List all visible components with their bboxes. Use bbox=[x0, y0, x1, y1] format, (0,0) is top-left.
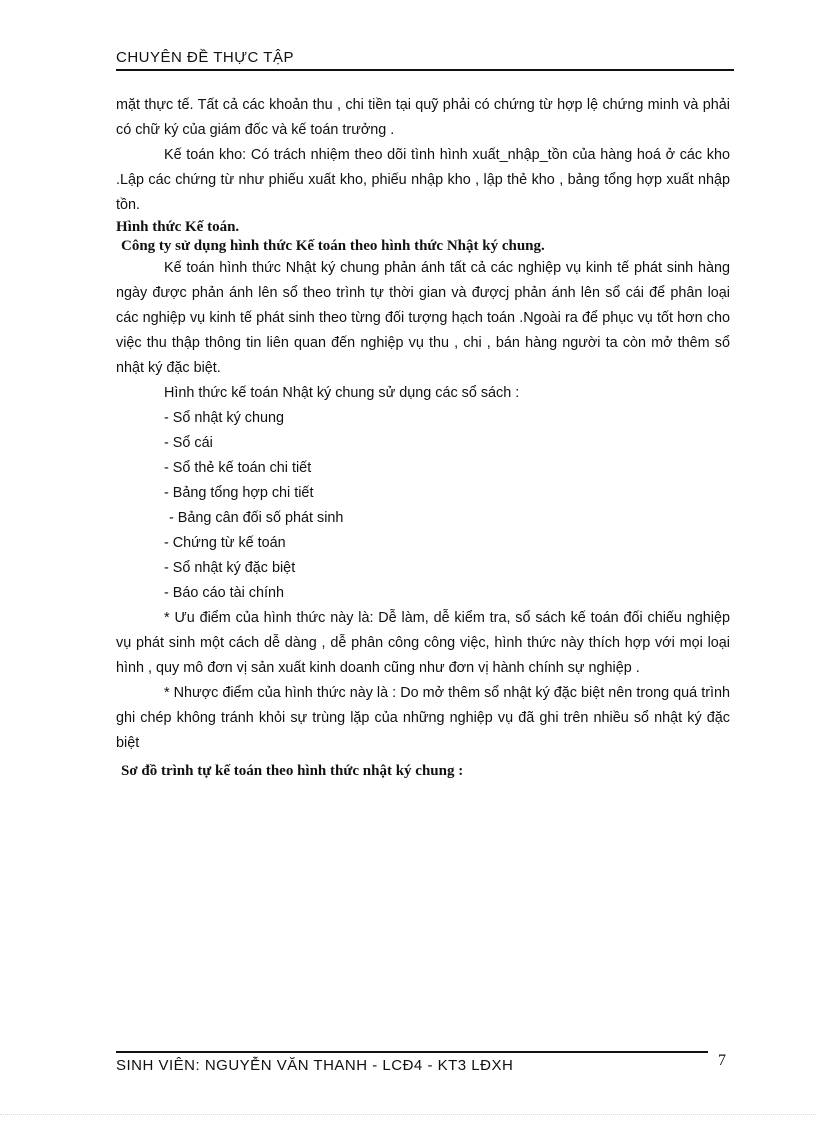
list-item: - Sổ nhật ký chung bbox=[164, 410, 284, 426]
list-item: - Chứng từ kế toán bbox=[164, 535, 286, 551]
list-item: - Sổ cái bbox=[164, 435, 213, 451]
paragraph-fund-receipts: mặt thực tế. Tất cả các khoản thu , chi tiền tại quỹ phải có chứng từ hợp lệ chứng minh và phải có chữ ký của giám đốc và kế toán trưởng . bbox=[116, 97, 730, 138]
list-item: - Sổ nhật ký đặc biệt bbox=[164, 560, 296, 576]
paragraph-advantages: * Ưu điểm của hình thức này là: Dễ làm, dễ kiểm tra, sổ sách kế toán đối chiếu nghiệp vụ phát sinh một cách dễ dàng , dễ phân công công việc, hình thức này thích hợp với mọi loại hình , quy mô đơn vị sản xuất kinh doanh cũng như đơn vị hành chính sự nghiệp . bbox=[116, 610, 730, 676]
section-subheading: Công ty sử dụng hình thức Kế toán theo hình thức Nhật ký chung. bbox=[121, 238, 545, 254]
diagram-heading: Sơ đồ trình tự kế toán theo hình thức nhật ký chung : bbox=[121, 763, 464, 779]
page-footer: SINH VIÊN: NGUYỄN VĂN THANH - LCĐ4 - KT3 LĐXH bbox=[116, 1057, 514, 1074]
page-edge bbox=[0, 1114, 816, 1115]
paragraph-warehouse-accountant: Kế toán kho: Có trách nhiệm theo dõi tình hình xuất_nhập_tồn của hàng hoá ở các kho .Lập các chứng từ như phiếu xuất kho, phiếu nhập kho , lập thẻ kho , bảng tổng hợp xuất nhập tồn. bbox=[116, 147, 730, 213]
footer-divider bbox=[116, 1051, 708, 1053]
paragraph-general-journal: Kế toán hình thức Nhật ký chung phản ánh tất cả các nghiệp vụ kinh tế phát sinh hàng ngày được phản ánh lên sổ theo trình tự thời gian và đượcj phản ánh lên sổ cái để phân loại các nghiệp vụ kinh tế phát sinh theo từng đối tượng hạch toán .Ngoài ra để phục vụ tốt hơn cho việc thu thập thông tin liên quan đến nghiệp vụ thu , chi , bán hàng người ta còn mở thêm sổ nhật ký đặc biệt. bbox=[116, 260, 730, 376]
list-item: - Bảng cân đối số phát sinh bbox=[169, 510, 344, 526]
paragraph-disadvantages: * Nhược điểm của hình thức này là : Do mở thêm sổ nhật ký đặc biệt nên trong quá trình ghi chép không tránh khỏi sự trùng lặp của những nghiệp vụ đã ghi trên nhiều sổ nhật ký đặc biệt bbox=[116, 685, 730, 751]
section-heading: Hình thức Kế toán. bbox=[116, 219, 240, 235]
header-divider bbox=[116, 69, 734, 71]
page-header: CHUYÊN ĐỀ THỰC TẬP bbox=[116, 49, 294, 66]
paragraph-books-intro: Hình thức kế toán Nhật ký chung sử dụng các sổ sách : bbox=[164, 385, 520, 401]
list-item: - Sổ thẻ kế toán chi tiết bbox=[164, 460, 312, 476]
list-item: - Bảng tổng hợp chi tiết bbox=[164, 485, 314, 501]
list-item: - Báo cáo tài chính bbox=[164, 585, 284, 601]
page-number: 7 bbox=[718, 1052, 726, 1069]
document-body bbox=[116, 93, 730, 781]
